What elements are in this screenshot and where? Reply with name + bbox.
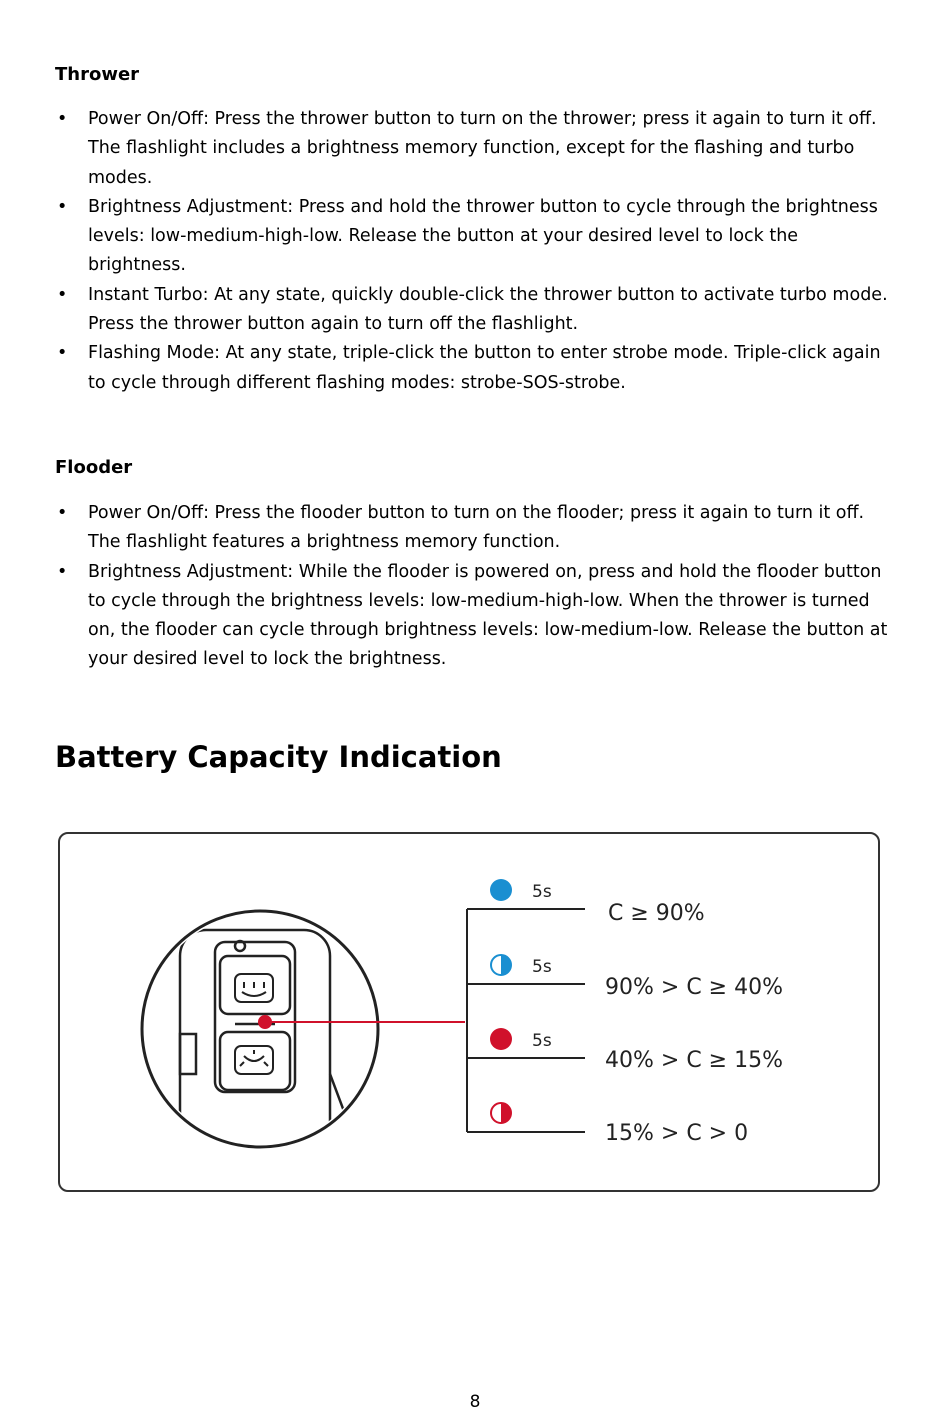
full-red-dot-icon bbox=[490, 1028, 512, 1050]
battery-indicator-figure bbox=[58, 832, 880, 1192]
indicator-row-1 bbox=[490, 879, 705, 926]
list-item-text: Brightness Adjustment: While the flooder is powered on, press and hold the flooder button to cycle through the brightness levels: low-medium-high-low. When the thrower is turned on, the flooder can cycle through brightness levels: low-medium-low. Release the button at your desired level to lock the brightness. bbox=[88, 561, 888, 670]
indicator-range: C ≥ 90% bbox=[608, 901, 705, 926]
bullet-icon: • bbox=[57, 561, 68, 582]
indicator-row-4 bbox=[491, 1103, 748, 1146]
indicator-range: 90% > C ≥ 40% bbox=[605, 975, 783, 1000]
indicator-duration: 5s bbox=[532, 1031, 552, 1051]
list-item bbox=[55, 193, 900, 281]
list-item bbox=[55, 281, 900, 340]
thrower-list bbox=[55, 105, 900, 398]
bullet-icon: • bbox=[57, 196, 68, 217]
bullet-icon: • bbox=[57, 343, 68, 364]
flooder-list bbox=[55, 499, 900, 675]
indicator-duration: 5s bbox=[532, 957, 552, 977]
indicator-row-2 bbox=[491, 955, 783, 1000]
thrower-heading: Thrower bbox=[55, 64, 140, 85]
battery-section-title: Battery Capacity Indication bbox=[55, 740, 502, 774]
battery-diagram bbox=[60, 834, 878, 1190]
bullet-icon: • bbox=[57, 284, 68, 305]
list-item-text: Flashing Mode: At any state, triple-click the button to enter strobe mode. Triple-click again to cycle through different flashing modes: strobe-SOS-strobe. bbox=[88, 343, 881, 393]
indicator-tree-lines bbox=[467, 909, 585, 1132]
bullet-icon: • bbox=[57, 109, 68, 129]
bullet-icon: • bbox=[57, 503, 68, 523]
list-item-text: Power On/Off: Press the thrower button to turn on the thrower; press it again to turn it off. The flashlight includes a brightness memory function, except for the flashing and turbo modes. bbox=[88, 109, 877, 188]
full-blue-dot-icon bbox=[490, 879, 512, 901]
list-item bbox=[55, 105, 900, 193]
flooder-heading: Flooder bbox=[55, 457, 133, 478]
flashlight-head-illustration bbox=[142, 911, 465, 1170]
list-item-text: Instant Turbo: At any state, quickly double-click the thrower button to activate turbo mode. Press the thrower button again to turn off the flashlight. bbox=[88, 284, 888, 335]
list-item-text: Power On/Off: Press the flooder button to turn on the flooder; press it again to turn it off. The flashlight features a brightness memory function. bbox=[88, 503, 865, 553]
indicator-range: 15% > C > 0 bbox=[605, 1121, 749, 1146]
list-item bbox=[55, 339, 900, 398]
indicator-row-3 bbox=[490, 1028, 783, 1073]
list-item bbox=[55, 558, 900, 675]
indicator-duration: 5s bbox=[532, 882, 552, 902]
list-item-text: Brightness Adjustment: Press and hold the thrower button to cycle through the brightness levels: low-medium-high-low. Release the button at your desired level to lock the brightness. bbox=[88, 196, 878, 276]
page-number: 8 bbox=[469, 1392, 481, 1412]
indicator-range: 40% > C ≥ 15% bbox=[605, 1048, 783, 1073]
list-item bbox=[55, 499, 900, 558]
